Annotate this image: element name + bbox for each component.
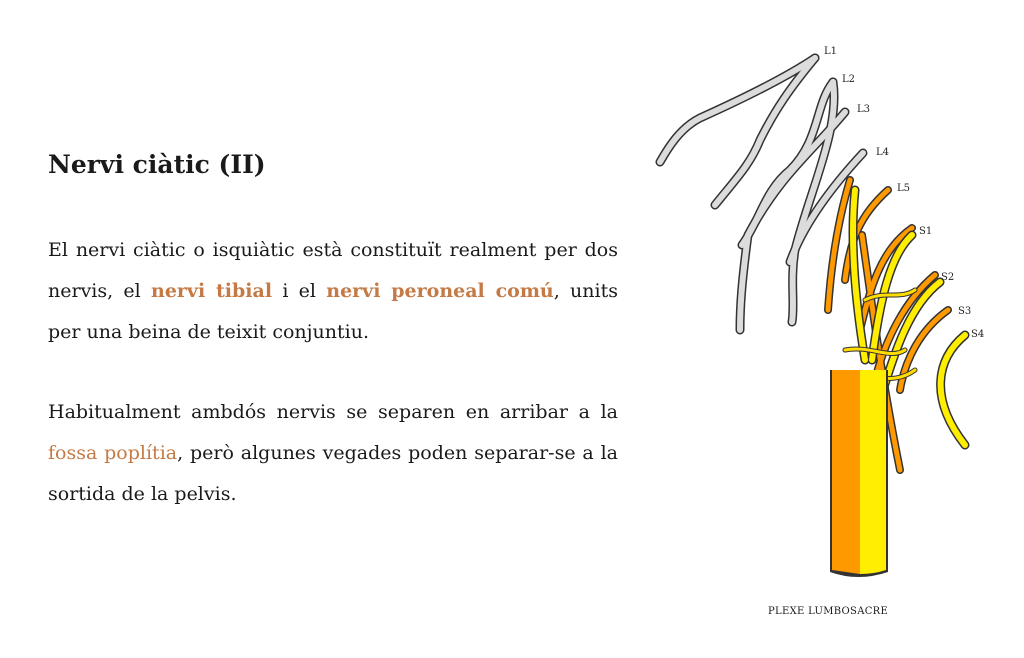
paragraph-2 (48, 392, 618, 515)
label-l1: L1 (824, 46, 838, 57)
text: Habitualment ambdós nervis se separen en arribar a la (48, 401, 618, 423)
text: , però algunes vegades poden separar-se a la sortida de la pelvis. (48, 442, 619, 505)
label-s3: S3 (958, 306, 972, 317)
label-s1: S1 (919, 226, 933, 237)
text: , units per una beina de teixit conjuntiu. (48, 280, 618, 343)
label-l3: L3 (857, 104, 871, 115)
text: El nervi ciàtic o isquiàtic està constituït realment per dos nervis, el (48, 239, 618, 302)
text: i el (272, 280, 327, 302)
figure-caption: PLEXE LUMBOSACRE (768, 606, 889, 617)
label-s2: S2 (941, 272, 955, 283)
link-nervi-peroneal[interactable]: nervi peroneal comú (326, 280, 554, 302)
label-l4: L4 (876, 147, 890, 158)
label-l2: L2 (842, 74, 856, 85)
link-nervi-tibial[interactable]: nervi tibial (151, 280, 273, 302)
lumbosacral-plexus-figure (640, 40, 1020, 600)
page-title: Nervi ciàtic (II) (48, 150, 266, 179)
link-fossa-poplitia[interactable]: fossa poplítia (48, 442, 178, 464)
label-s4: S4 (971, 329, 985, 340)
label-l5: L5 (897, 183, 911, 194)
paragraph-1 (48, 230, 618, 353)
